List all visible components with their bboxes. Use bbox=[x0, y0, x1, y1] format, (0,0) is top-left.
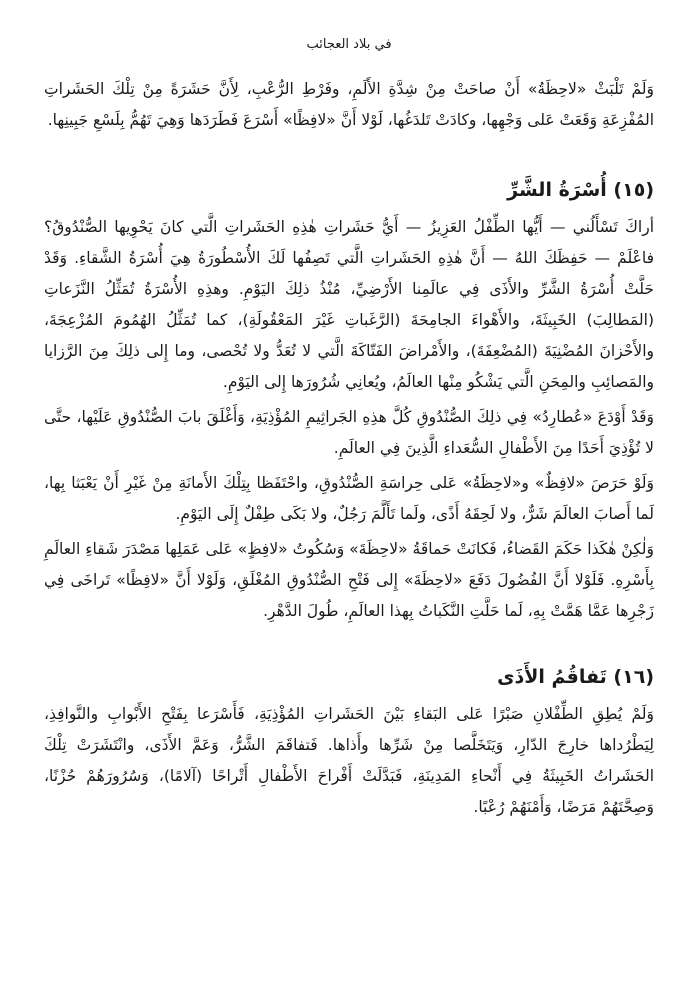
section-15-paragraph-2: وَقَدْ أَوْدَعَ «عُطارِدُ» فِي ذلِكَ الصُّنْدُوقِ كُلَّ هذِهِ الجَراثِيمِ المُؤْذِيَةِ، وَأَغْلَقَ بابَ الصُّنْدُوقِ عَلَيْها، حتَّى لا تُؤْذِيَ أَحَدًا مِنَ الأَطْفالِ السُّعَداءِ الَّذِينَ فِي العالَمِ. bbox=[44, 408, 654, 457]
section-16-title: (١٦) تَفاقُمُ الأَذَى bbox=[497, 666, 654, 688]
section-15-paragraph-3: وَلَوْ حَرَصَ «لافِظٌ» و«لاحِظَةُ» عَلى حِراسَةِ الصُّنْدُوقِ، واحْتَفَظا بِتِلْكَ الأَمانَةِ مِنْ غَيْرِ أَنْ يَعْبَثا بِها، لَما أَصابَ العالَمَ شَرٌّ، ولا لَحِقَهُ أَذًى، ولَما تَأَلَّمَ رَجُلٌ، ولا بَكَى طِفْلٌ إِلَى اليَوْمِ. bbox=[44, 474, 654, 523]
section-16-paragraph-1: وَلَمْ يُطِقِ الطِّفْلانِ صَبْرًا عَلى البَقاءِ بَيْنَ الحَشَراتِ المُؤْذِيَةِ، فَأَسْرَعا بِفَتْحِ الأَبْوابِ والنَّوافِذِ، لِيَطْرُداها خارِجَ الدّارِ، وَيَتَخَلَّصا مِنْ شَرِّها وأَذاها. فَتفاقَمَ الشَّرُّ، وَعَمَّ الأَذَى، وانْتَشَرَتْ تِلْكَ الحَشَراتُ الخَبِيثَةُ فِي أَنْحاءِ المَدِينَةِ، فَبَدَّلَتْ أَفْراحَ الأَطْفالِ أَتْراحًا (آلامًا)، وَسُرُورَهُمْ حُزْنًا، وَصِحَّتَهُمْ مَرَضًا، وَأَمْنَهُمْ رُعْبًا. bbox=[44, 705, 654, 816]
intro-paragraph: وَلَمْ تَلْبَثْ «لاحِظَةُ» أَنْ صاحَتْ مِنْ شِدَّةِ الأَلَمِ، وفَرْطِ الرُّعْبِ، لِأَنَّ حَشَرَةً مِنْ تِلْكَ الحَشَراتِ المُفْزِعَةِ وَقَعَتْ عَلى وَجْهِها، وكادَتْ تَلدَغُها، لَوْلا أَنَّ «لافِظًا» أَسْرَعَ فَطَرَدَها وَهِيَ تَهُمُّ بِلَسْعِ جَبِينِها. bbox=[44, 80, 654, 129]
section-15 bbox=[44, 176, 654, 627]
section-16 bbox=[44, 663, 654, 823]
section-15-title: (١٥) أُسْرَةُ الشَّرِّ bbox=[507, 179, 654, 201]
section-15-paragraph-1: أراكَ تَسْأَلُني — أَيُّها الطِّفْلُ العَزِيزُ — أَيُّ حَشَراتِ هٰذِهِ الحَشَراتِ الَّتي كانَ يَحْوِيها الصُّنْدُوقُ؟ فاعْلَمْ — حَفِظَكَ اللهُ — أَنَّ هٰذِهِ الحَشَراتِ الَّتي تَصِفُها لَكَ الأُسْطُورَةُ هِيَ أُسْرَةُ الشَّقاءِ. وَقَدْ حَلَّتْ أُسْرَةُ الشَّرِّ والأَذَى فِي عالَمِنا الأَرْضِيِّ، مُنْذُ ذلِكَ اليَوْمِ. وهذِهِ الأُسْرَةُ تُمَثِّلُ النَّزَعاتِ (المَطالِبَ) الخَبِيثَةَ، والأَهْواءَ الجامِحَةَ (الرَّغَباتِ غَيْرَ المَعْقُولَةِ)، كما تُمَثِّلُ الهُمُومَ المُزْعِجَةَ، والأَحْزانَ المُضْنِيَةَ (المُضْعِفَةَ)، والأَمْراضَ الفَتّاكَةَ الَّتي لا تُعَدُّ ولا تُحْصى، وما إِلى ذلِكَ مِنَ الرَّزايا والمَصائِبِ والمِحَنِ الَّتي يَشْكُو مِنْها العالَمُ، ويُعانِي شُرُورَها إِلى اليَوْمِ. bbox=[44, 218, 654, 391]
section-15-paragraph-4: وَلٰكِنْ هٰكَذا حَكَمَ القَضاءُ، فَكانَتْ حَماقَةُ «لاحِظَةَ» وَسُكُوتُ «لافِظٍ» عَلى عَمَلِها مَصْدَرَ شَقاءِ العالَمِ بِأَسْرِهِ. فَلَوْلا أَنَّ الفُضُولَ دَفَعَ «لاحِظَةَ» إِلى فَتْحِ الصُّنْدُوقِ المُغْلَقِ، وَلَوْلا أَنَّ «لافِظًا» تَراخَى فِي زَجْرِها عَمَّا هَمَّتْ بِهِ، لَما حَلَّتِ النَّكَباتُ بِهذا العالَمِ، طُولَ الدَّهْرِ. bbox=[44, 540, 654, 620]
running-header: في بلاد العجائب bbox=[306, 37, 392, 52]
